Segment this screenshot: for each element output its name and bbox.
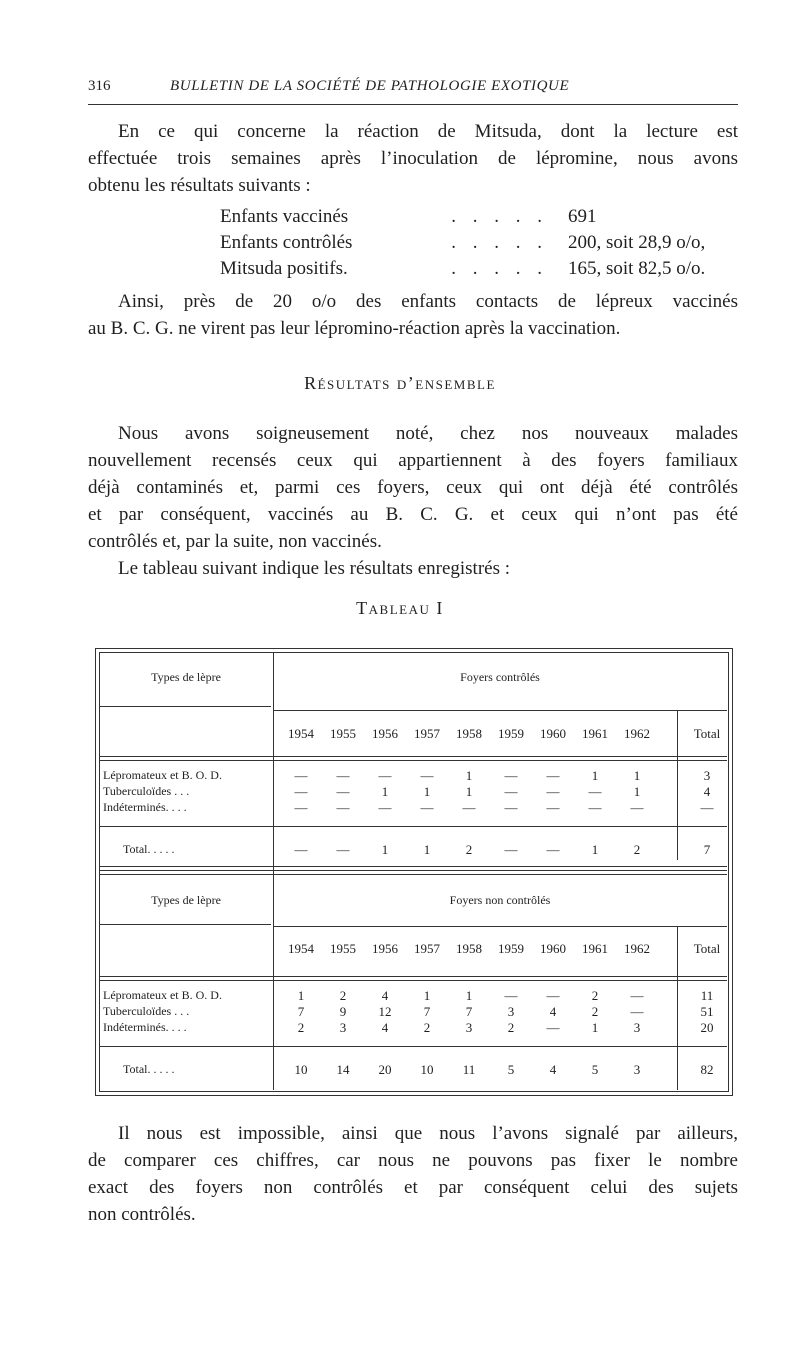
year-header: 1961 (582, 941, 608, 956)
year-header: 1957 (414, 726, 440, 741)
table-cell: — (294, 800, 308, 815)
year-header: 1956 (372, 726, 398, 741)
year-header: 1958 (456, 941, 482, 956)
table-cell: 3 (465, 1020, 473, 1035)
data-table (95, 648, 735, 1100)
table-cell: — (504, 768, 518, 783)
table-cell: — (504, 800, 518, 815)
total-cell: 4 (549, 1062, 557, 1077)
header-rule (88, 104, 738, 105)
table-cell: 1 (465, 988, 473, 1003)
table-cell: — (504, 988, 518, 1003)
total-header: Total (693, 941, 721, 956)
table-cell: — (420, 768, 434, 783)
total-cell: — (504, 842, 518, 857)
row-label: Lépromateux et B. O. D. (103, 988, 222, 1002)
table-title-text: Tableau I (356, 598, 444, 618)
group-header: Foyers contrôlés (460, 670, 540, 684)
intro-paragraph (88, 118, 738, 199)
table-rule (273, 710, 727, 711)
table-cell: 1 (297, 988, 305, 1003)
total-header: Total (693, 726, 721, 741)
total-cell: 1 (381, 842, 389, 857)
text-line: Ainsi, près de 20 o/o des enfants contacts de lépreux vaccinés (118, 291, 738, 312)
leader-dots: . . . . . (451, 258, 548, 279)
total-row-label: Total. . . . . (123, 1062, 175, 1076)
leader-dots: . . . . . (451, 206, 548, 227)
total-row-label: Total. . . . . (123, 842, 175, 856)
table-cell: — (336, 768, 350, 783)
text-line: exact des foyers non contrôlés et par conséquent celui des sujets (88, 1177, 738, 1198)
table-cell: — (546, 988, 560, 1003)
result-label: Enfants contrôlés (220, 230, 360, 256)
year-header: 1959 (498, 726, 524, 741)
table-cell: 2 (507, 1020, 515, 1035)
row-total: 20 (700, 1020, 714, 1035)
table-cell: — (546, 800, 560, 815)
table-cell: 4 (381, 1020, 389, 1035)
total-cell: 1 (423, 842, 431, 857)
table-cell: 2 (591, 1004, 599, 1019)
table-cell: — (336, 784, 350, 799)
total-cell: 2 (633, 842, 641, 857)
table-cell: 7 (423, 1004, 431, 1019)
year-header: 1960 (540, 941, 566, 956)
text-line: Le tableau suivant indique les résultats enregistrés : (118, 558, 511, 579)
row-label: Lépromateux et B. O. D. (103, 768, 222, 782)
table-cell: — (546, 1020, 560, 1035)
result-value: 691 (568, 206, 597, 227)
total-cell: — (294, 842, 308, 857)
result-row (220, 256, 740, 282)
text-line: contrôlés et, par la suite, non vaccinés. (88, 531, 382, 552)
table-cell: 1 (465, 768, 473, 783)
row-total: 11 (700, 988, 714, 1003)
row-total: 51 (700, 1004, 714, 1019)
table-cell: 1 (591, 1020, 599, 1035)
results-list (220, 204, 740, 282)
body-paragraph (88, 420, 738, 582)
group-header: Foyers non contrôlés (449, 893, 551, 907)
table-cell: — (378, 768, 392, 783)
total-cell: 3 (633, 1062, 641, 1077)
grand-total: 82 (700, 1062, 714, 1077)
table-rule (99, 866, 727, 867)
table-rule (99, 924, 271, 925)
result-row (220, 204, 740, 230)
total-cell: 11 (462, 1062, 476, 1077)
year-header: 1962 (624, 726, 650, 741)
total-cell: 20 (378, 1062, 392, 1077)
row-label: Tuberculoïdes . . . (103, 784, 190, 798)
text-line: obtenu les résultats suivants : (88, 175, 311, 196)
table-rule (99, 980, 727, 981)
total-cell: 5 (591, 1062, 599, 1077)
table-cell: 1 (465, 784, 473, 799)
text-line: nouvellement recensés ceux qui appartiennent à des foyers familiaux (88, 450, 738, 471)
table-cell: — (504, 784, 518, 799)
table-cell: — (336, 800, 350, 815)
text-line: non contrôlés. (88, 1204, 196, 1225)
result-value: 165, soit 82,5 o/o. (568, 258, 706, 279)
table-cell: — (630, 800, 644, 815)
year-header: 1955 (330, 941, 356, 956)
page-number: 316 (88, 78, 111, 94)
year-header: 1960 (540, 726, 566, 741)
year-header: 1957 (414, 941, 440, 956)
table-cell: — (294, 784, 308, 799)
table-rule (99, 976, 727, 977)
section-heading-text: Résultats d’ensemble (304, 373, 496, 393)
text-line: déjà contaminés et, parmi ces foyers, ceux qui ont déjà été contrôlés (88, 477, 738, 498)
row-total: — (700, 800, 714, 815)
table-cell: 1 (591, 768, 599, 783)
text-line: Il nous est impossible, ainsi que nous l’avons signalé par ailleurs, (118, 1123, 738, 1144)
table-cell: — (546, 784, 560, 799)
text-line: au B. C. G. ne virent pas leur lépromino-réaction après la vaccination. (88, 318, 621, 339)
table-rule (273, 926, 727, 927)
total-cell: — (336, 842, 350, 857)
table-cell: — (630, 988, 644, 1003)
result-row (220, 230, 740, 256)
total-cell: 10 (294, 1062, 308, 1077)
row-label: Indéterminés. . . . (103, 800, 187, 814)
results-paragraph (88, 288, 738, 342)
table-rule (99, 760, 727, 761)
table-cell: 1 (633, 784, 641, 799)
closing-paragraph (88, 1120, 738, 1228)
text-line: et par conséquent, vaccinés au B. C. G. et ceux qui n’ont pas été (88, 504, 738, 525)
total-cell: — (546, 842, 560, 857)
table-rule (99, 874, 727, 875)
year-header: 1959 (498, 941, 524, 956)
row-total: 3 (703, 768, 711, 783)
year-header: 1956 (372, 941, 398, 956)
row-total: 4 (703, 784, 711, 799)
text-line: En ce qui concerne la réaction de Mitsuda, dont la lecture est (118, 121, 738, 142)
table-cell: 2 (297, 1020, 305, 1035)
total-column-divider (677, 926, 678, 1090)
total-column-divider (677, 710, 678, 860)
section-heading (0, 373, 800, 394)
table-cell: 4 (381, 988, 389, 1003)
table-cell: 2 (339, 988, 347, 1003)
types-header: Types de lèpre (151, 893, 221, 907)
table-cell: 3 (339, 1020, 347, 1035)
table-cell: — (462, 800, 476, 815)
table-cell: 4 (549, 1004, 557, 1019)
total-cell: 10 (420, 1062, 434, 1077)
table-cell: — (588, 784, 602, 799)
table-cell: 1 (423, 784, 431, 799)
total-cell: 5 (507, 1062, 515, 1077)
row-label: Tuberculoïdes . . . (103, 1004, 190, 1018)
journal-title: BULLETIN DE LA SOCIÉTÉ DE PATHOLOGIE EXOTIQUE (170, 78, 570, 94)
table-cell: 3 (633, 1020, 641, 1035)
table-cell: — (294, 768, 308, 783)
grand-total: 7 (703, 842, 711, 857)
row-label: Indéterminés. . . . (103, 1020, 187, 1034)
table-cell: — (630, 1004, 644, 1019)
running-head (88, 76, 738, 100)
year-header: 1955 (330, 726, 356, 741)
table-cell: — (420, 800, 434, 815)
year-header: 1954 (288, 941, 314, 956)
table-cell: 9 (339, 1004, 347, 1019)
table-cell: 12 (378, 1004, 392, 1019)
text-line: de comparer ces chiffres, car nous ne pouvons pas fixer le nombre (88, 1150, 738, 1171)
table-cell: 7 (465, 1004, 473, 1019)
table-rule (99, 1046, 727, 1047)
table-rule (99, 756, 727, 757)
result-value: 200, soit 28,9 o/o, (568, 232, 706, 253)
table-cell: 3 (507, 1004, 515, 1019)
table-cell: 1 (423, 988, 431, 1003)
table-cell: — (378, 800, 392, 815)
total-cell: 1 (591, 842, 599, 857)
total-cell: 14 (336, 1062, 350, 1077)
table-cell: 2 (591, 988, 599, 1003)
table-cell: — (546, 768, 560, 783)
text-line: effectuée trois semaines après l’inoculation de lépromine, nous avons (88, 148, 738, 169)
year-header: 1958 (456, 726, 482, 741)
table-cell: 7 (297, 1004, 305, 1019)
result-label: Enfants vaccinés (220, 204, 356, 230)
year-header: 1954 (288, 726, 314, 741)
table-rule (99, 826, 727, 827)
year-header: 1961 (582, 726, 608, 741)
leader-dots: . . . . . (451, 232, 548, 253)
table-cell: 2 (423, 1020, 431, 1035)
table-title (0, 598, 800, 619)
table-cell: — (588, 800, 602, 815)
table-cell: 1 (381, 784, 389, 799)
text-line: Nous avons soigneusement noté, chez nos nouveaux malades (118, 423, 738, 444)
result-label: Mitsuda positifs. (220, 256, 356, 282)
types-header: Types de lèpre (151, 670, 221, 684)
label-column-divider (273, 652, 274, 1090)
table-rule (99, 706, 271, 707)
total-cell: 2 (465, 842, 473, 857)
table-cell: 1 (633, 768, 641, 783)
table-rule (99, 870, 727, 871)
year-header: 1962 (624, 941, 650, 956)
